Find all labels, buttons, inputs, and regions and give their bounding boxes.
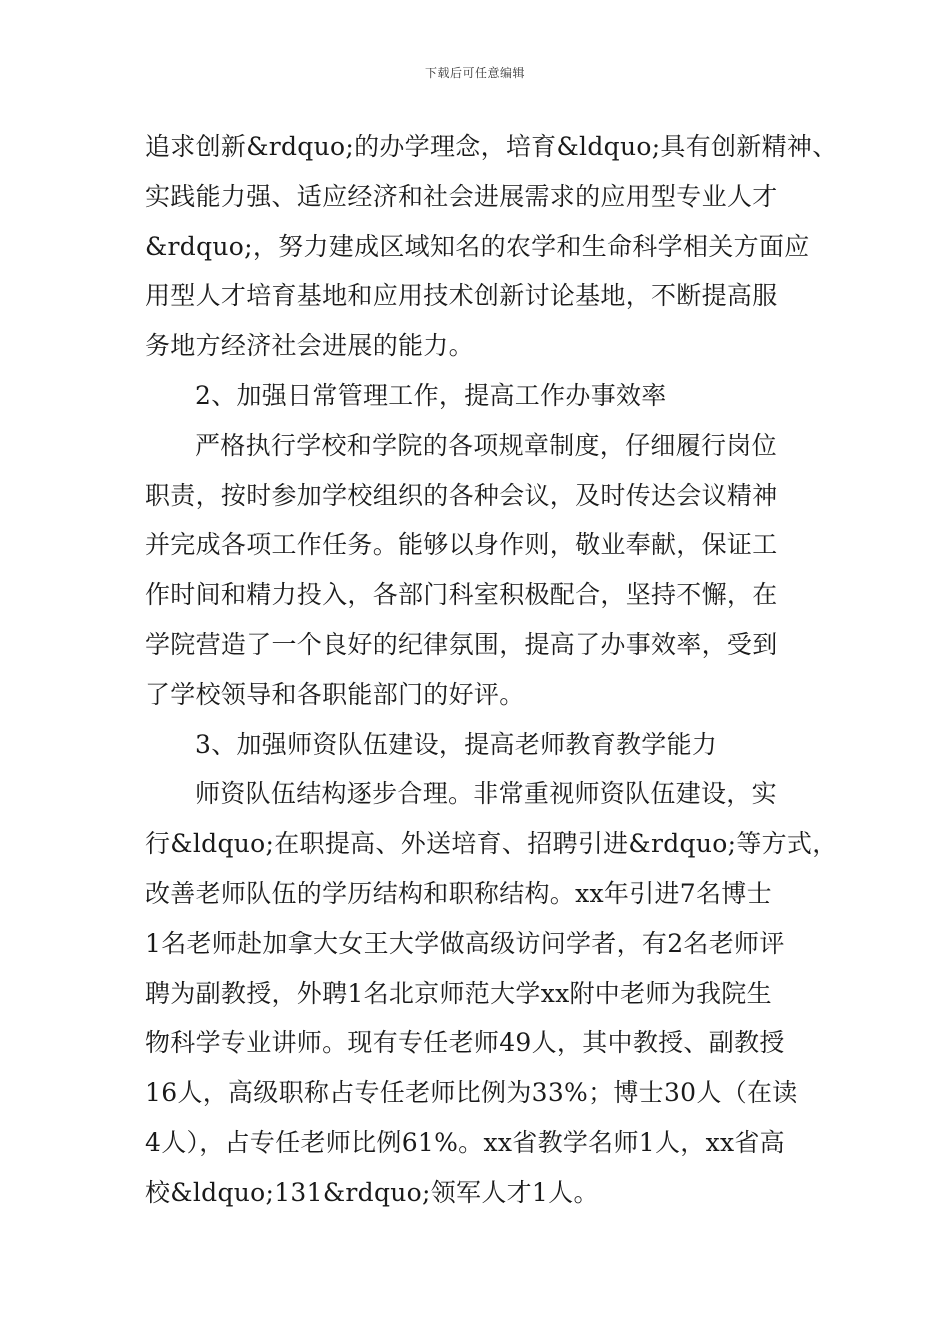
text-line: 聘为副教授，外聘1名北京师范大学xx附中老师为我院生	[145, 978, 772, 1008]
text-line: &rdquo;，努力建成区域知名的农学和生命科学相关方面应	[145, 231, 810, 261]
text-line: 并完成各项工作任务。能够以身作则，敬业奉献，保证工	[145, 530, 778, 560]
document-body	[145, 122, 838, 1218]
text-line: 改善老师队伍的学历结构和职称结构。xx年引进7名博士	[145, 878, 772, 908]
text-line: 务地方经济社会进展的能力。	[145, 331, 474, 361]
text-line: 职责，按时参加学校组织的各种会议，及时传达会议精神	[145, 480, 778, 510]
text-line: 作时间和精力投入，各部门科室积极配合，坚持不懈，在	[145, 580, 778, 610]
text-line: 校&ldquo;131&rdquo;领军人才1人。	[145, 1177, 599, 1207]
text-line: 了学校领导和各职能部门的好评。	[145, 679, 525, 709]
text-line: 实践能力强、适应经济和社会进展需求的应用型专业人才	[145, 181, 778, 211]
text-line: 4人），占专任老师比例61%。xx省教学名师1人，xx省高	[145, 1127, 785, 1157]
text-line: 用型人才培育基地和应用技术创新讨论基地，不断提高服	[145, 281, 778, 311]
text-line: 师资队伍结构逐步合理。非常重视师资队伍建设，实	[195, 779, 777, 809]
text-line: 1名老师赴加拿大女王大学做高级访问学者，有2名老师评	[145, 928, 785, 958]
text-line: 学院营造了一个良好的纪律氛围，提高了办事效率，受到	[145, 629, 778, 659]
text-line: 行&ldquo;在职提高、外送培育、招聘引进&rdquo;等方式，	[145, 829, 838, 859]
text-line: 3、加强师资队伍建设，提高老师教育教学能力	[195, 729, 718, 759]
text-line: 16人，高级职称占专任老师比例为33%；博士30人（在读	[145, 1078, 798, 1108]
page-header-note: 下载后可任意编辑	[424, 66, 525, 80]
text-line: 追求创新&rdquo;的办学理念，培育&ldquo;具有创新精神、	[145, 132, 838, 161]
text-line: 2、加强日常管理工作，提高工作办事效率	[195, 380, 667, 410]
text-line: 严格执行学校和学院的各项规章制度，仔细履行岗位	[195, 430, 777, 460]
text-line: 物科学专业讲师。现有专任老师49人，其中教授、副教授	[145, 1028, 785, 1058]
